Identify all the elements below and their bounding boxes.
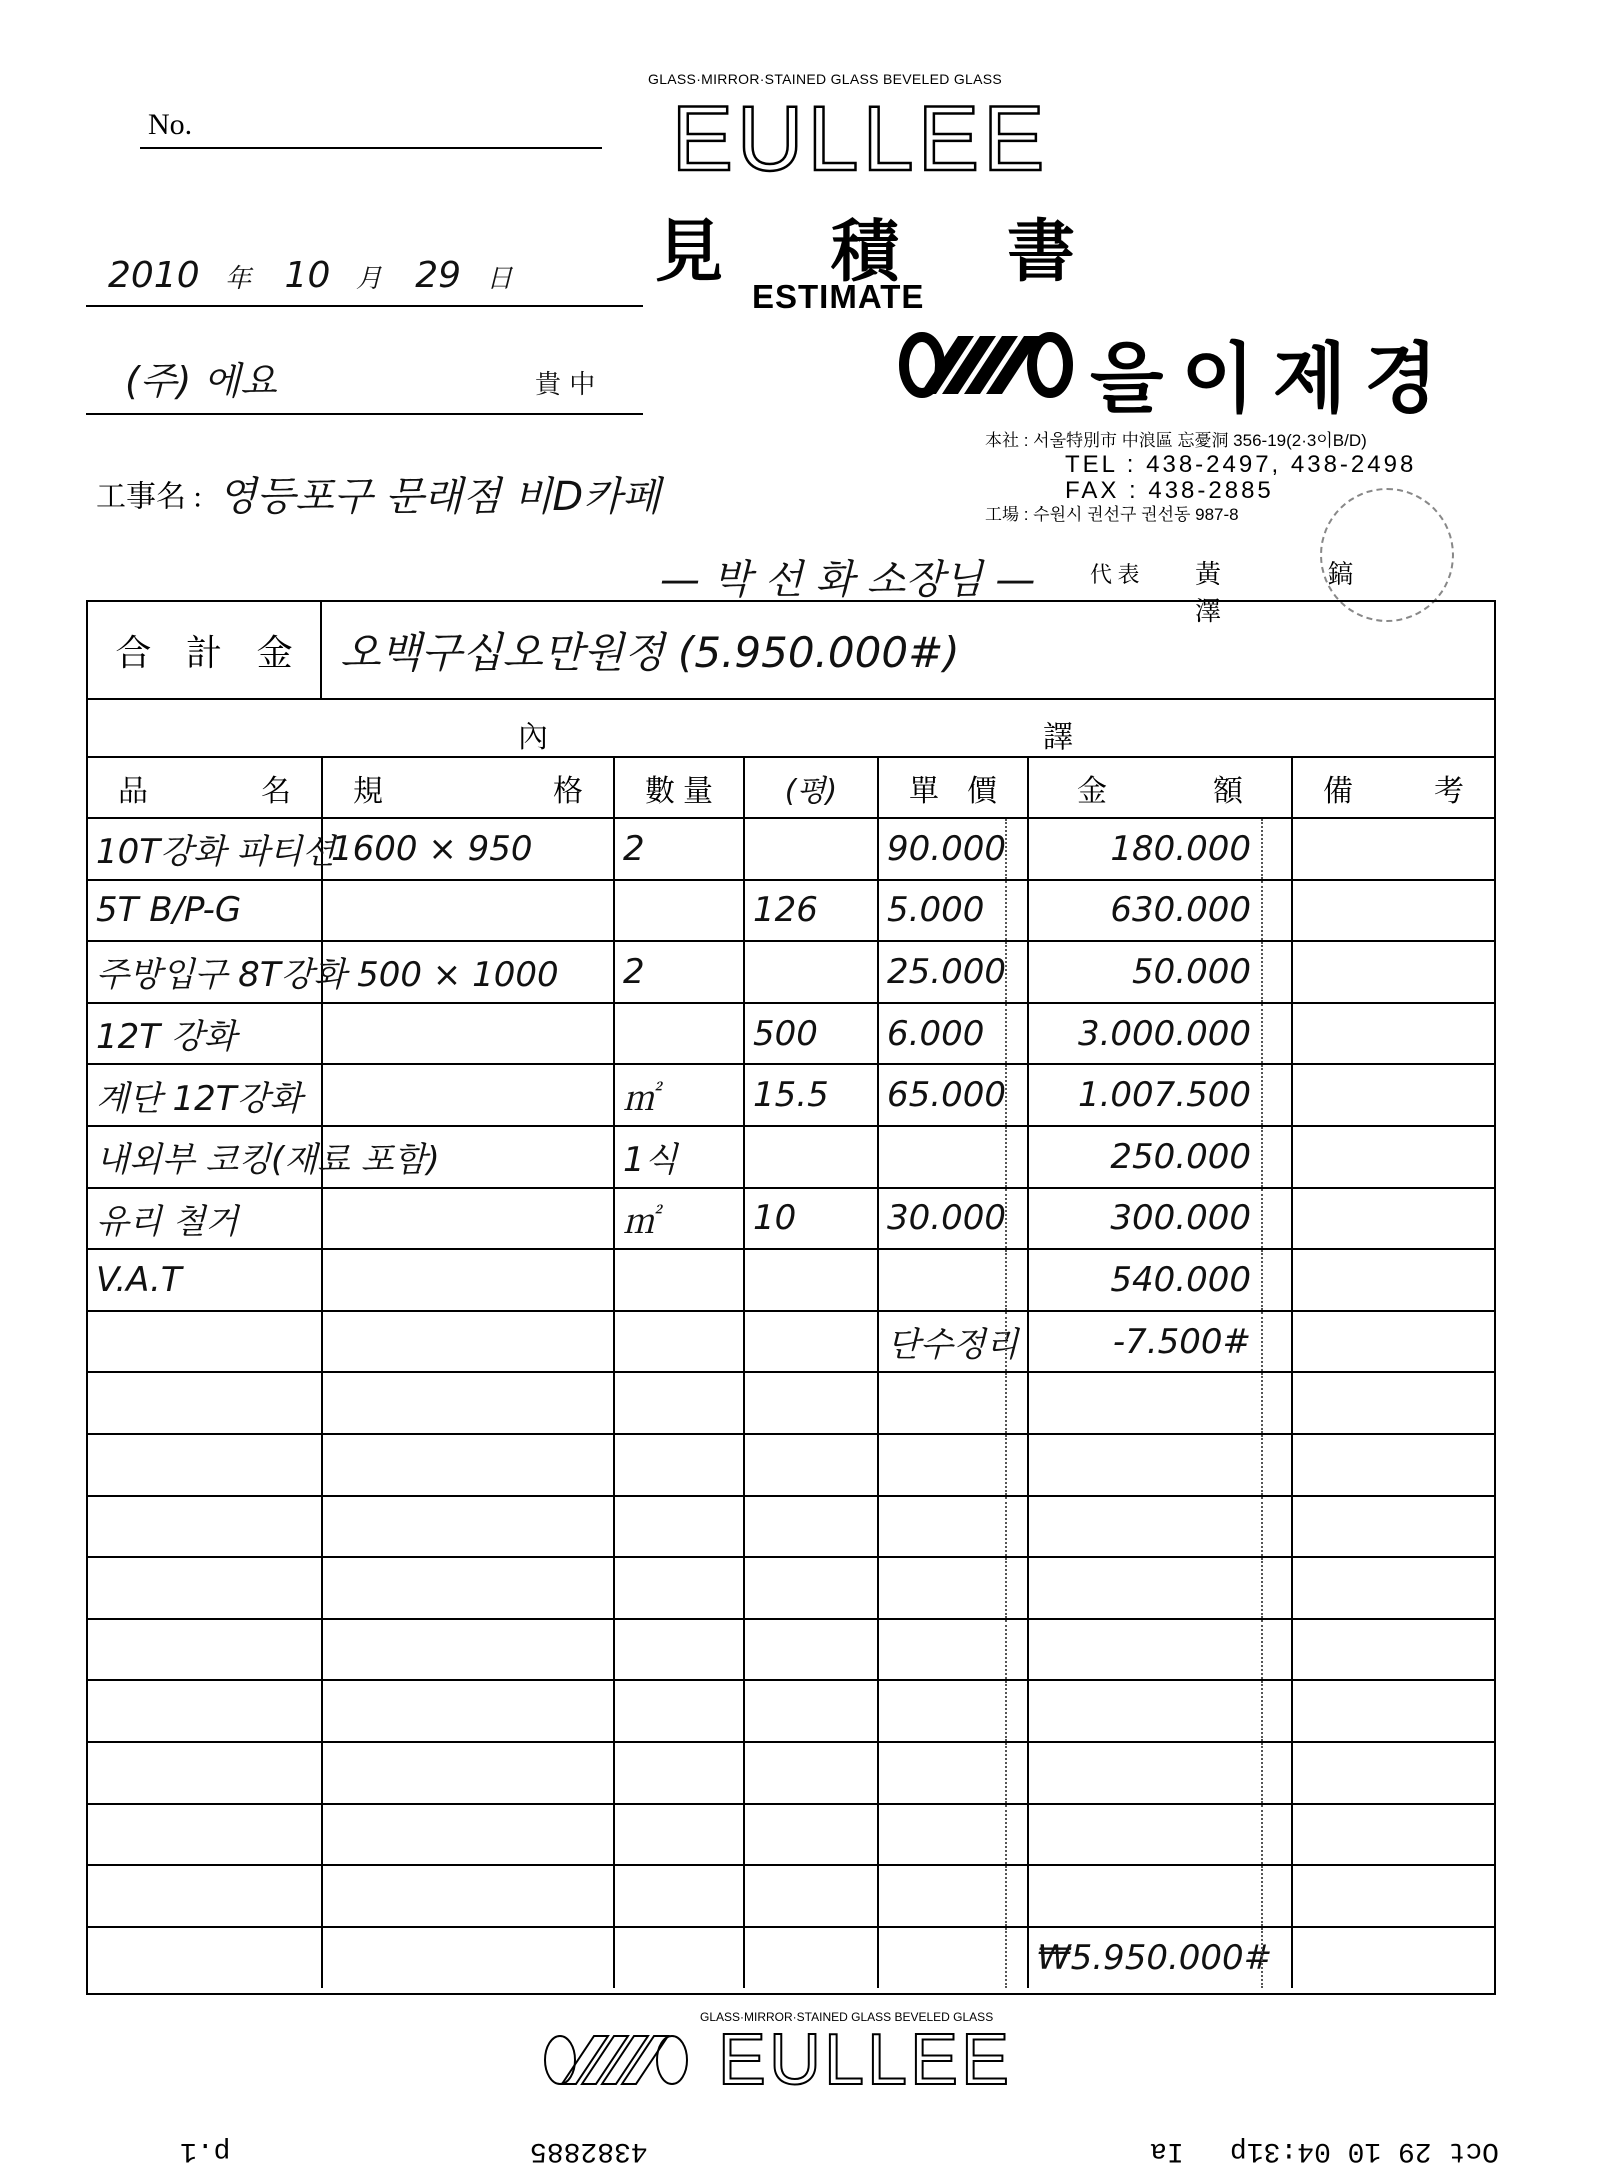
date-year-unit: 年 [225,264,252,294]
cell-amount: 1.007.500 [1028,1064,1292,1126]
cell-unit-price [878,1619,1028,1681]
cell-item: 5T B/P-G [88,880,322,942]
table-row [88,1865,1494,1927]
cell-quantity: 2 [614,941,744,1003]
work-name-label: 工事名 : [96,480,202,514]
logo-text: EULLEE [671,88,1049,190]
cell-quantity: ㎡ [614,1064,744,1126]
address-fax: FAX : 438-2885 [1065,477,1274,504]
work-name-row [96,465,736,525]
table-row [88,1003,1494,1065]
title-char: 書 [1006,214,1075,290]
cell-note [1292,1003,1494,1065]
table-row [88,941,1494,1003]
column-header-note: 備 考 [1292,758,1494,818]
work-name-value: 영등포구 문래점 비D카페 [217,474,661,520]
cell-amount: 250.000 [1028,1126,1292,1188]
cell-item [88,1496,322,1558]
cell-amount [1028,1804,1292,1866]
cell-unit-price [878,1742,1028,1804]
title-char: 見 [655,214,724,290]
cell-quantity [614,1496,744,1558]
cell-item [88,1434,322,1496]
cell-item [88,1927,322,1989]
cell-note [1292,1742,1494,1804]
table-row [88,1126,1494,1188]
cell-spec [322,1680,614,1742]
cell-spec [322,1865,614,1927]
cell-item [88,1742,322,1804]
cell-quantity [614,1742,744,1804]
column-header-quantity: 數 量 [614,758,744,818]
date-day: 29 [415,255,462,296]
cell-unit [744,818,878,880]
cell-item [88,1619,322,1681]
total-amount-label [88,602,322,698]
date-year: 2010 [108,255,200,296]
cell-unit [744,1619,878,1681]
cell-spec [322,1434,614,1496]
cell-note [1292,1865,1494,1927]
date-row [108,255,608,305]
cell-quantity: ㎡ [614,1188,744,1250]
document-number-label: No. [148,108,193,141]
estimate-table [86,600,1496,1995]
cell-unit-price [878,1126,1028,1188]
document-subtitle: ESTIMATE [752,278,925,315]
table-row [88,1804,1494,1866]
cell-spec: 1600 × 950 [322,818,614,880]
cell-unit: 15.5 [744,1064,878,1126]
cell-item: 주방입구 8T강화 500 × 1000 [88,941,322,1003]
cell-note [1292,1372,1494,1434]
cell-unit [744,1311,878,1373]
client-row [125,350,645,410]
cell-unit-price [878,1496,1028,1558]
column-header-row [88,758,1494,818]
cell-amount: 3.000.000 [1028,1003,1292,1065]
cell-note [1292,1927,1494,1989]
cell-unit [744,1249,878,1311]
cell-unit [744,1557,878,1619]
cell-note [1292,1064,1494,1126]
footer-logo-text: EULLEE [717,2020,1013,2100]
cell-unit-price: 25.000 [878,941,1028,1003]
cell-amount: 630.000 [1028,880,1292,942]
column-header-amount: 金 額 [1028,758,1292,818]
company-mark-icon [900,330,1070,400]
total-label-char: 計 [185,632,222,673]
cell-unit-price [878,1434,1028,1496]
company-name: 을이제경 [1090,334,1456,423]
cell-item: 내외부 코킹(재료 포함) [88,1126,322,1188]
date-month-unit: 月 [355,264,382,294]
breakdown-label-left: 內 [518,721,548,754]
breakdown-header [88,700,1494,758]
cell-amount [1028,1619,1292,1681]
line-items-table [88,758,1494,1988]
date-month: 10 [284,255,331,296]
fax-page-number: p.1 [180,2135,231,2166]
fax-transmission-header [0,2135,1600,2175]
cell-unit [744,1372,878,1434]
document-number-line [140,147,602,149]
cell-spec [322,1003,614,1065]
cell-quantity [614,880,744,942]
cell-quantity [614,1557,744,1619]
cell-unit [744,1680,878,1742]
cell-amount [1028,1865,1292,1927]
cell-quantity [614,1434,744,1496]
cell-note [1292,818,1494,880]
cell-item [88,1680,322,1742]
cell-item [88,1557,322,1619]
cell-unit-price [878,1927,1028,1989]
cell-item: 유리 철거 [88,1188,322,1250]
cell-amount: 50.000 [1028,941,1292,1003]
cell-unit-price: 단수정리 [878,1311,1028,1373]
table-row [88,1496,1494,1558]
cell-item [88,1804,322,1866]
eullee-logo [650,88,1070,190]
cell-unit: 500 [744,1003,878,1065]
cell-spec [322,880,614,942]
cell-amount: -7.500# [1028,1311,1292,1373]
cell-quantity [614,1927,744,1989]
address-headquarters: 本社 : 서울特別市 中浪區 忘憂洞 356-19(2·3이B/D) [985,431,1367,450]
cell-amount [1028,1372,1292,1434]
table-row [88,1742,1494,1804]
cell-note [1292,1804,1494,1866]
cell-quantity [614,1372,744,1434]
cell-quantity [614,1311,744,1373]
cell-spec [322,1249,614,1311]
cell-spec [322,1188,614,1250]
cell-unit-price: 6.000 [878,1003,1028,1065]
client-suffix: 貴 中 [535,370,596,400]
company-tagline: GLASS·MIRROR·STAINED GLASS BEVELED GLASS [648,71,1003,87]
cell-unit: 126 [744,880,878,942]
cell-amount [1028,1496,1292,1558]
representative-label: 代 表 [1090,562,1140,587]
cell-amount: 180.000 [1028,818,1292,880]
cell-spec [322,1804,614,1866]
cell-note [1292,1619,1494,1681]
fax-number: 4382885 [530,2135,648,2166]
cell-spec [322,1927,614,1989]
cell-unit-price [878,1557,1028,1619]
total-amount-value: 오백구십오만원정 (5.950.000#) [340,628,960,677]
cell-spec [322,1742,614,1804]
cell-spec [322,1496,614,1558]
table-row [88,880,1494,942]
table-row [88,1311,1494,1373]
table-row [88,1557,1494,1619]
cell-note [1292,880,1494,942]
table-row [88,818,1494,880]
cell-unit-price: 5.000 [878,880,1028,942]
address-factory: 工場 : 수원시 권선구 권선동 987-8 [985,505,1239,524]
fax-timestamp: Oct 29 10 04:31p [1230,2135,1499,2166]
cell-spec [322,1372,614,1434]
recipient-name: — 박 선 화 소장님 — [660,557,1036,603]
cell-quantity [614,1804,744,1866]
cell-note [1292,1496,1494,1558]
date-day-unit: 日 [486,264,513,294]
cell-note [1292,1188,1494,1250]
cell-amount [1028,1434,1292,1496]
cell-unit-price [878,1865,1028,1927]
cell-unit [744,1126,878,1188]
cell-amount [1028,1742,1292,1804]
cell-unit-price: 30.000 [878,1188,1028,1250]
address-tel: TEL : 438-2497, 438-2498 [1065,451,1417,478]
cell-amount [1028,1557,1292,1619]
cell-unit [744,941,878,1003]
cell-unit-price [878,1372,1028,1434]
table-row [88,1680,1494,1742]
cell-spec [322,1557,614,1619]
cell-unit [744,1496,878,1558]
cell-spec [322,1311,614,1373]
cell-unit-price: 65.000 [878,1064,1028,1126]
client-name: (주) 에요 [125,359,277,403]
cell-note [1292,1249,1494,1311]
table-row [88,1249,1494,1311]
fax-code: Ia [1150,2135,1184,2166]
cell-spec [322,1619,614,1681]
cell-amount: 300.000 [1028,1188,1292,1250]
cell-amount [1028,1680,1292,1742]
cell-amount: ₩5.950.000# [1028,1927,1292,1989]
cell-amount: 540.000 [1028,1249,1292,1311]
cell-item: 12T 강화 [88,1003,322,1065]
title-char: 積 [830,214,899,290]
cell-quantity [614,1249,744,1311]
cell-unit: 10 [744,1188,878,1250]
cell-note [1292,1557,1494,1619]
footer-eullee-logo [700,2020,1030,2100]
cell-quantity [614,1680,744,1742]
representative-name: 黃 鎬 澤 [1195,560,1404,626]
cell-quantity [614,1865,744,1927]
cell-unit [744,1804,878,1866]
signature-row [660,548,1480,626]
table-row [88,1372,1494,1434]
cell-note [1292,1311,1494,1373]
cell-note [1292,1434,1494,1496]
cell-unit [744,1742,878,1804]
cell-item [88,1311,322,1373]
table-row [88,1619,1494,1681]
cell-unit [744,1865,878,1927]
cell-quantity: 1식 [614,1126,744,1188]
cell-item [88,1372,322,1434]
cell-item: V.A.T [88,1249,322,1311]
table-row [88,1927,1494,1989]
client-underline [86,413,643,415]
cell-unit-price [878,1804,1028,1866]
cell-unit [744,1927,878,1989]
column-header-unit: (평) [744,758,878,818]
cell-unit-price [878,1680,1028,1742]
column-header-spec: 規 格 [322,758,614,818]
cell-note [1292,941,1494,1003]
footer-company-mark-icon [540,2032,690,2088]
cell-quantity [614,1003,744,1065]
cell-quantity [614,1619,744,1681]
cell-note [1292,1126,1494,1188]
table-row [88,1188,1494,1250]
column-header-unit-price: 單 價 [878,758,1028,818]
cell-unit-price [878,1249,1028,1311]
total-label-char: 合 [115,632,152,673]
table-row [88,1064,1494,1126]
total-label-char: 金 [256,632,293,673]
cell-unit [744,1434,878,1496]
cell-spec [322,1064,614,1126]
cell-quantity: 2 [614,818,744,880]
cell-note [1292,1680,1494,1742]
cell-unit-price: 90.000 [878,818,1028,880]
cell-item: 계단 12T강화 [88,1064,322,1126]
footer-tagline: GLASS·MIRROR·STAINED GLASS BEVELED GLASS [700,2010,994,2024]
column-header-item: 品 名 [88,758,322,818]
cell-item [88,1865,322,1927]
breakdown-label-right: 譯 [1043,721,1073,754]
total-amount-row [88,602,1494,700]
date-underline [86,305,643,307]
table-row [88,1434,1494,1496]
cell-item: 10T강화 파티션 [88,818,322,880]
